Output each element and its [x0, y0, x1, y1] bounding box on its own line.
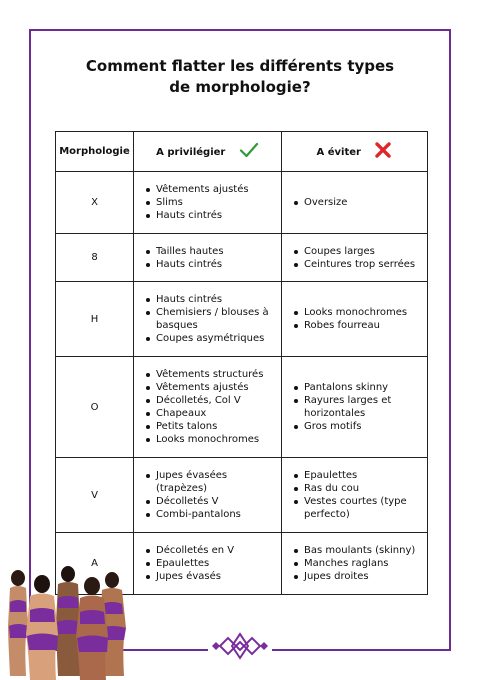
avoid-list — [290, 196, 421, 209]
avoid-list — [290, 544, 421, 583]
list-item: Hauts cintrés — [142, 209, 275, 222]
list-item: Petits talons — [142, 420, 275, 433]
list-item: Vestes courtes (type perfecto) — [290, 495, 421, 521]
morphology-table — [55, 131, 428, 595]
avoid-cell — [282, 533, 428, 595]
header-eviter-label: A éviter — [316, 146, 361, 158]
list-item: Jupes droites — [290, 570, 421, 583]
morphology-type: V — [56, 458, 134, 533]
list-item: Looks monochromes — [142, 433, 275, 446]
list-item: Looks monochromes — [290, 306, 421, 319]
avoid-cell — [282, 234, 428, 282]
recommended-list — [142, 469, 275, 521]
cross-icon — [374, 141, 392, 163]
list-item: Hauts cintrés — [142, 258, 275, 271]
list-item: Epaulettes — [142, 557, 275, 570]
avoid-cell — [282, 458, 428, 533]
figure-back-left — [8, 570, 28, 676]
list-item: Vêtements structurés — [142, 368, 275, 381]
list-item: Manches raglans — [290, 557, 421, 570]
list-item: Vêtements ajustés — [142, 381, 275, 394]
recommended-list — [142, 293, 275, 345]
list-item: Décolletés en V — [142, 544, 275, 557]
list-item: Décolletés V — [142, 495, 275, 508]
table-row — [56, 458, 428, 533]
list-item: Oversize — [290, 196, 421, 209]
avoid-list — [290, 245, 421, 271]
diamond-ornament-icon — [208, 628, 272, 664]
recommended-list — [142, 245, 275, 271]
figure-back-middle — [56, 566, 80, 676]
avoid-cell — [282, 172, 428, 234]
table-row — [56, 282, 428, 357]
figure-front-left — [26, 575, 58, 680]
avoid-cell — [282, 357, 428, 458]
list-item: Ceintures trop serrées — [290, 258, 421, 271]
avoid-list — [290, 469, 421, 521]
list-item: Hauts cintrés — [142, 293, 275, 306]
list-item: Combi-pantalons — [142, 508, 275, 521]
table-header-row — [56, 132, 428, 172]
morphology-type: A — [56, 533, 134, 595]
recommended-cell — [134, 234, 282, 282]
list-item: Pantalons skinny — [290, 381, 421, 394]
list-item: Epaulettes — [290, 469, 421, 482]
list-item: Coupes larges — [290, 245, 421, 258]
recommended-cell — [134, 357, 282, 458]
list-item: Coupes asymétriques — [142, 332, 275, 345]
recommended-list — [142, 544, 275, 583]
avoid-list — [290, 306, 421, 332]
list-item: Gros motifs — [290, 420, 421, 433]
list-item: Bas moulants (skinny) — [290, 544, 421, 557]
list-item: Robes fourreau — [290, 319, 421, 332]
header-eviter — [282, 132, 428, 172]
recommended-list — [142, 183, 275, 222]
list-item: Jupes évasés — [142, 570, 275, 583]
table-row — [56, 357, 428, 458]
list-item: Tailles hautes — [142, 245, 275, 258]
list-item: Chapeaux — [142, 407, 275, 420]
list-item: Jupes évasées (trapèzes) — [142, 469, 275, 495]
list-item: Slims — [142, 196, 275, 209]
list-item: Vêtements ajustés — [142, 183, 275, 196]
title-line-1: Comment flatter les différents types — [85, 57, 395, 75]
avoid-list — [290, 381, 421, 433]
recommended-cell — [134, 458, 282, 533]
list-item: Décolletés, Col V — [142, 394, 275, 407]
morphology-type: X — [56, 172, 134, 234]
morphology-type: 8 — [56, 234, 134, 282]
recommended-cell — [134, 282, 282, 357]
page-title — [40, 56, 440, 98]
morphology-type: O — [56, 357, 134, 458]
header-privilegier-label: A privilégier — [156, 146, 226, 158]
table-row — [56, 172, 428, 234]
recommended-list — [142, 368, 275, 446]
list-item: Rayures larges et horizontales — [290, 394, 421, 420]
table-row — [56, 234, 428, 282]
title-line-2: de morphologie? — [169, 78, 311, 96]
header-morphologie: Morphologie — [56, 132, 134, 172]
women-group-illustration — [0, 556, 138, 680]
morphology-type: H — [56, 282, 134, 357]
list-item: Chemisiers / blouses à basques — [142, 306, 275, 332]
list-item: Ras du cou — [290, 482, 421, 495]
recommended-cell — [134, 533, 282, 595]
header-privilegier — [134, 132, 282, 172]
check-icon — [239, 142, 259, 162]
recommended-cell — [134, 172, 282, 234]
avoid-cell — [282, 282, 428, 357]
